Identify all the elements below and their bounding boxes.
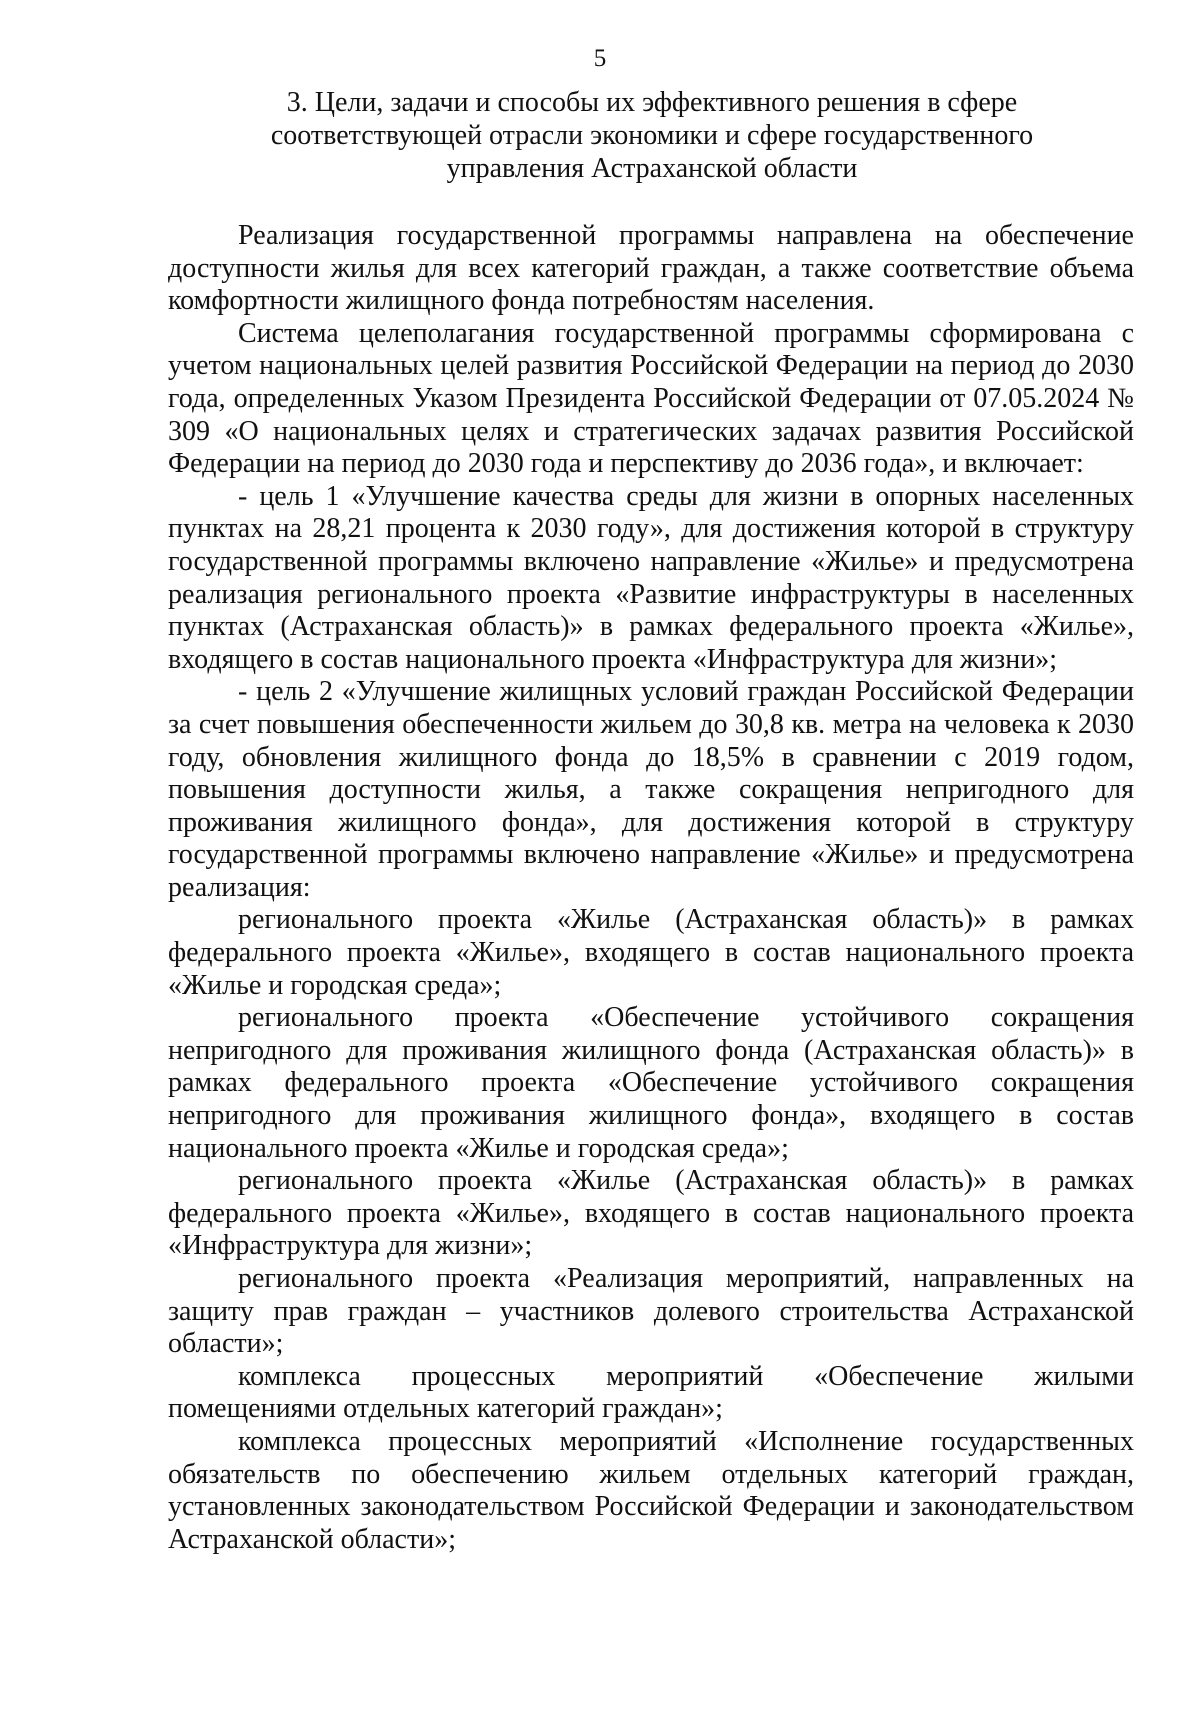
paragraph-goal-1: - цель 1 «Улучшение качества среды для жизни в опорных населенных пунктах на 28,21 процента к 2030 году», для достижения которой в структуру государственной программы включено направление «Жилье» и предусмотрена реализация регионального проекта «Развитие инфраструктуры в населенных пунктах (Астраханская область)» в рамках федерального проекта «Жилье», входящего в состав национального проекта «Инфраструктура для жизни»; — [168, 480, 1134, 675]
paragraph-goal-system: Система целеполагания государственной программы сформирована с учетом национальных целей развития Российской Федерации на период до 2030 года, определенных Указом Президента Российской Федерации от 07.05.2024 № 309 «О национальных целях и стратегических задачах развития Российской Федерации на период до 2030 года и перспективу до 2036 года», и включает: — [168, 317, 1134, 480]
paragraph-project-unfit-housing: регионального проекта «Обеспечение устойчивого сокращения непригодного для проживания жилищного фонда (Астраханская область)» в рамках федерального проекта «Обеспечение устойчивого сокращения непригодного для проживания жилищного фонда», входящего в состав национального проекта «Жилье и городская среда»; — [168, 1002, 1134, 1164]
body-text — [168, 220, 1134, 1556]
paragraph-project-housing-infrastructure: регионального проекта «Жилье (Астраханская область)» в рамках федерального проекта «Жилье», входящего в состав национального проекта «Инфраструктура для жизни»; — [168, 1165, 1134, 1262]
paragraph-complex-state-obligations: комплекса процессных мероприятий «Исполнение государственных обязательств по обеспечению жильем отдельных категорий граждан, установленных законодательством Российской Федерации и законодательством Астраханской области»; — [168, 1425, 1134, 1555]
paragraph-goal-2: - цель 2 «Улучшение жилищных условий граждан Российской Федерации за счет повышения обеспеченности жильем до 30,8 кв. метра на человека к 2030 году, обновления жилищного фонда до 18,5% в сравнении с 2019 годом, повышения доступности жилья, а также сокращения непригодного для проживания жилищного фонда», для достижения которой в структуру государственной программы включено направление «Жилье» и предусмотрена реализация: — [168, 676, 1134, 903]
section-heading-line: управления Астраханской области — [446, 153, 858, 184]
section-heading-line: 3. Цели, задачи и способы их эффективного решения в сфере — [286, 87, 1018, 118]
paragraph-project-housing: регионального проекта «Жилье (Астраханская область)» в рамках федерального проекта «Жилье», входящего в состав национального проекта «Жилье и городская среда»; — [168, 904, 1134, 1001]
page-number: 5 — [593, 45, 607, 72]
paragraph-project-shared-construction: регионального проекта «Реализация мероприятий, направленных на защиту прав граждан – участников долевого строительства Астраханской области»; — [168, 1263, 1134, 1360]
section-heading — [168, 86, 1136, 185]
paragraph-program-purpose: Реализация государственной программы направлена на обеспечение доступности жилья для всех категорий граждан, а также соответствие объема комфортности жилищного фонда потребностям населения. — [168, 220, 1134, 317]
paragraph-complex-housing-provision: комплекса процессных мероприятий «Обеспечение жилыми помещениями отдельных категорий граждан»; — [168, 1360, 1134, 1425]
section-heading-line: соответствующей отрасли экономики и сфере государственного — [270, 120, 1034, 151]
